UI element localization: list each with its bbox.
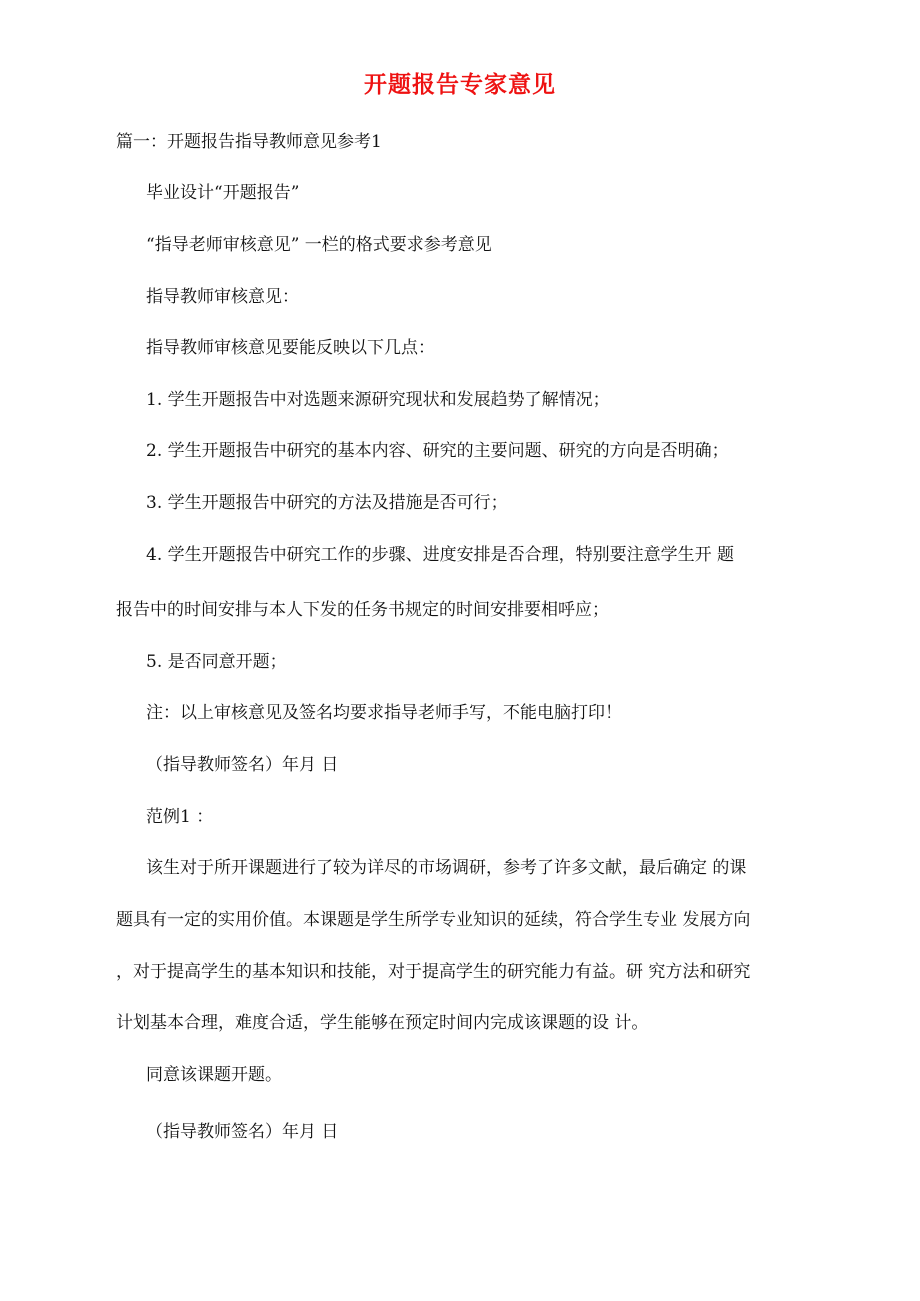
paragraph: 该生对于所开课题进行了较为详尽的市场调研，参考了许多文献，最后确定 的课 xyxy=(146,858,747,878)
list-item: 4. 学生开题报告中研究工作的步骤、进度安排是否合理，特别要注意学生开 题 xyxy=(146,545,735,565)
document-title: 开题报告专家意见 xyxy=(364,71,556,98)
paragraph: 指导教师审核意见要能反映以下几点： xyxy=(146,338,435,358)
list-item: 2. 学生开题报告中研究的基本内容、研究的主要问题、研究的方向是否明确； xyxy=(146,441,729,461)
list-item: 3. 学生开题报告中研究的方法及措施是否可行； xyxy=(146,493,508,513)
paragraph: “指导老师审核意见” 一栏的格式要求参考意见 xyxy=(146,235,492,255)
paragraph-continuation: 题具有一定的实用价值。本课题是学生所学专业知识的延续，符合学生专业 发展方向 xyxy=(116,910,751,930)
paragraph: 毕业设计“开题报告” xyxy=(146,183,300,203)
example-heading: 范例1 ： xyxy=(146,807,214,827)
signature-line: （指导教师签名）年月 日 xyxy=(146,755,339,775)
paragraph: 指导教师审核意见： xyxy=(146,287,299,307)
list-item: 1. 学生开题报告中对选题来源研究现状和发展趋势了解情况； xyxy=(146,390,610,410)
section-heading: 篇一：开题报告指导教师意见参考1 xyxy=(116,132,382,152)
paragraph-continuation: ，对于提高学生的基本知识和技能，对于提高学生的研究能力有益。研 究方法和研究 xyxy=(116,962,751,982)
paragraph-continuation: 计划基本合理，难度合适，学生能够在预定时间内完成该课题的设 计。 xyxy=(116,1013,649,1033)
list-item-continuation: 报告中的时间安排与本人下发的任务书规定的时间安排要相呼应； xyxy=(116,600,609,620)
list-item: 5. 是否同意开题； xyxy=(146,652,287,672)
paragraph: 同意该课题开题。 xyxy=(146,1065,282,1085)
signature-line: （指导教师签名）年月 日 xyxy=(146,1122,339,1142)
note: 注：以上审核意见及签名均要求指导老师手写，不能电脑打印！ xyxy=(146,703,622,723)
